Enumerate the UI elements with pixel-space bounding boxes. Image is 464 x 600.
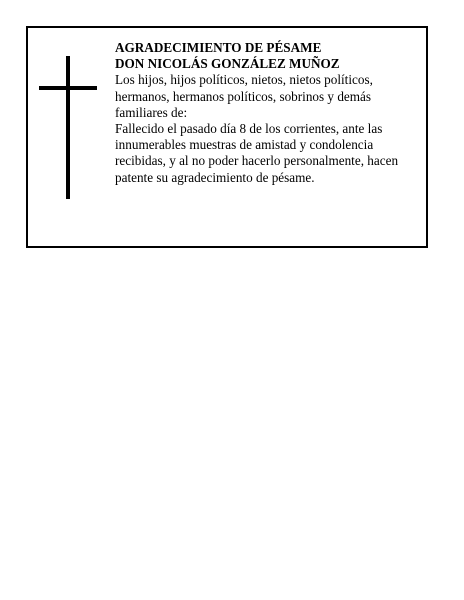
condolence-notice — [26, 26, 428, 248]
notice-title: AGRADECIMIENTO DE PÉSAME — [115, 40, 322, 55]
cross-vertical-bar — [66, 56, 70, 199]
notice-text — [115, 40, 415, 186]
family-text: Los hijos, hijos políticos, nietos, nietos políticos, hermanos, hermanos políticos, sobrinos y demás familiares de: — [115, 72, 373, 120]
deceased-name: DON NICOLÁS GONZÁLEZ MUÑOZ — [115, 56, 340, 72]
body-text: Fallecido el pasado día 8 de los corrientes, ante las innumerables muestras de amistad y condolencia recibidas, y al no poder hacerlo personalmente, hacen patente su agradecimiento de pésame. — [115, 121, 399, 185]
cross-horizontal-bar — [39, 86, 97, 90]
